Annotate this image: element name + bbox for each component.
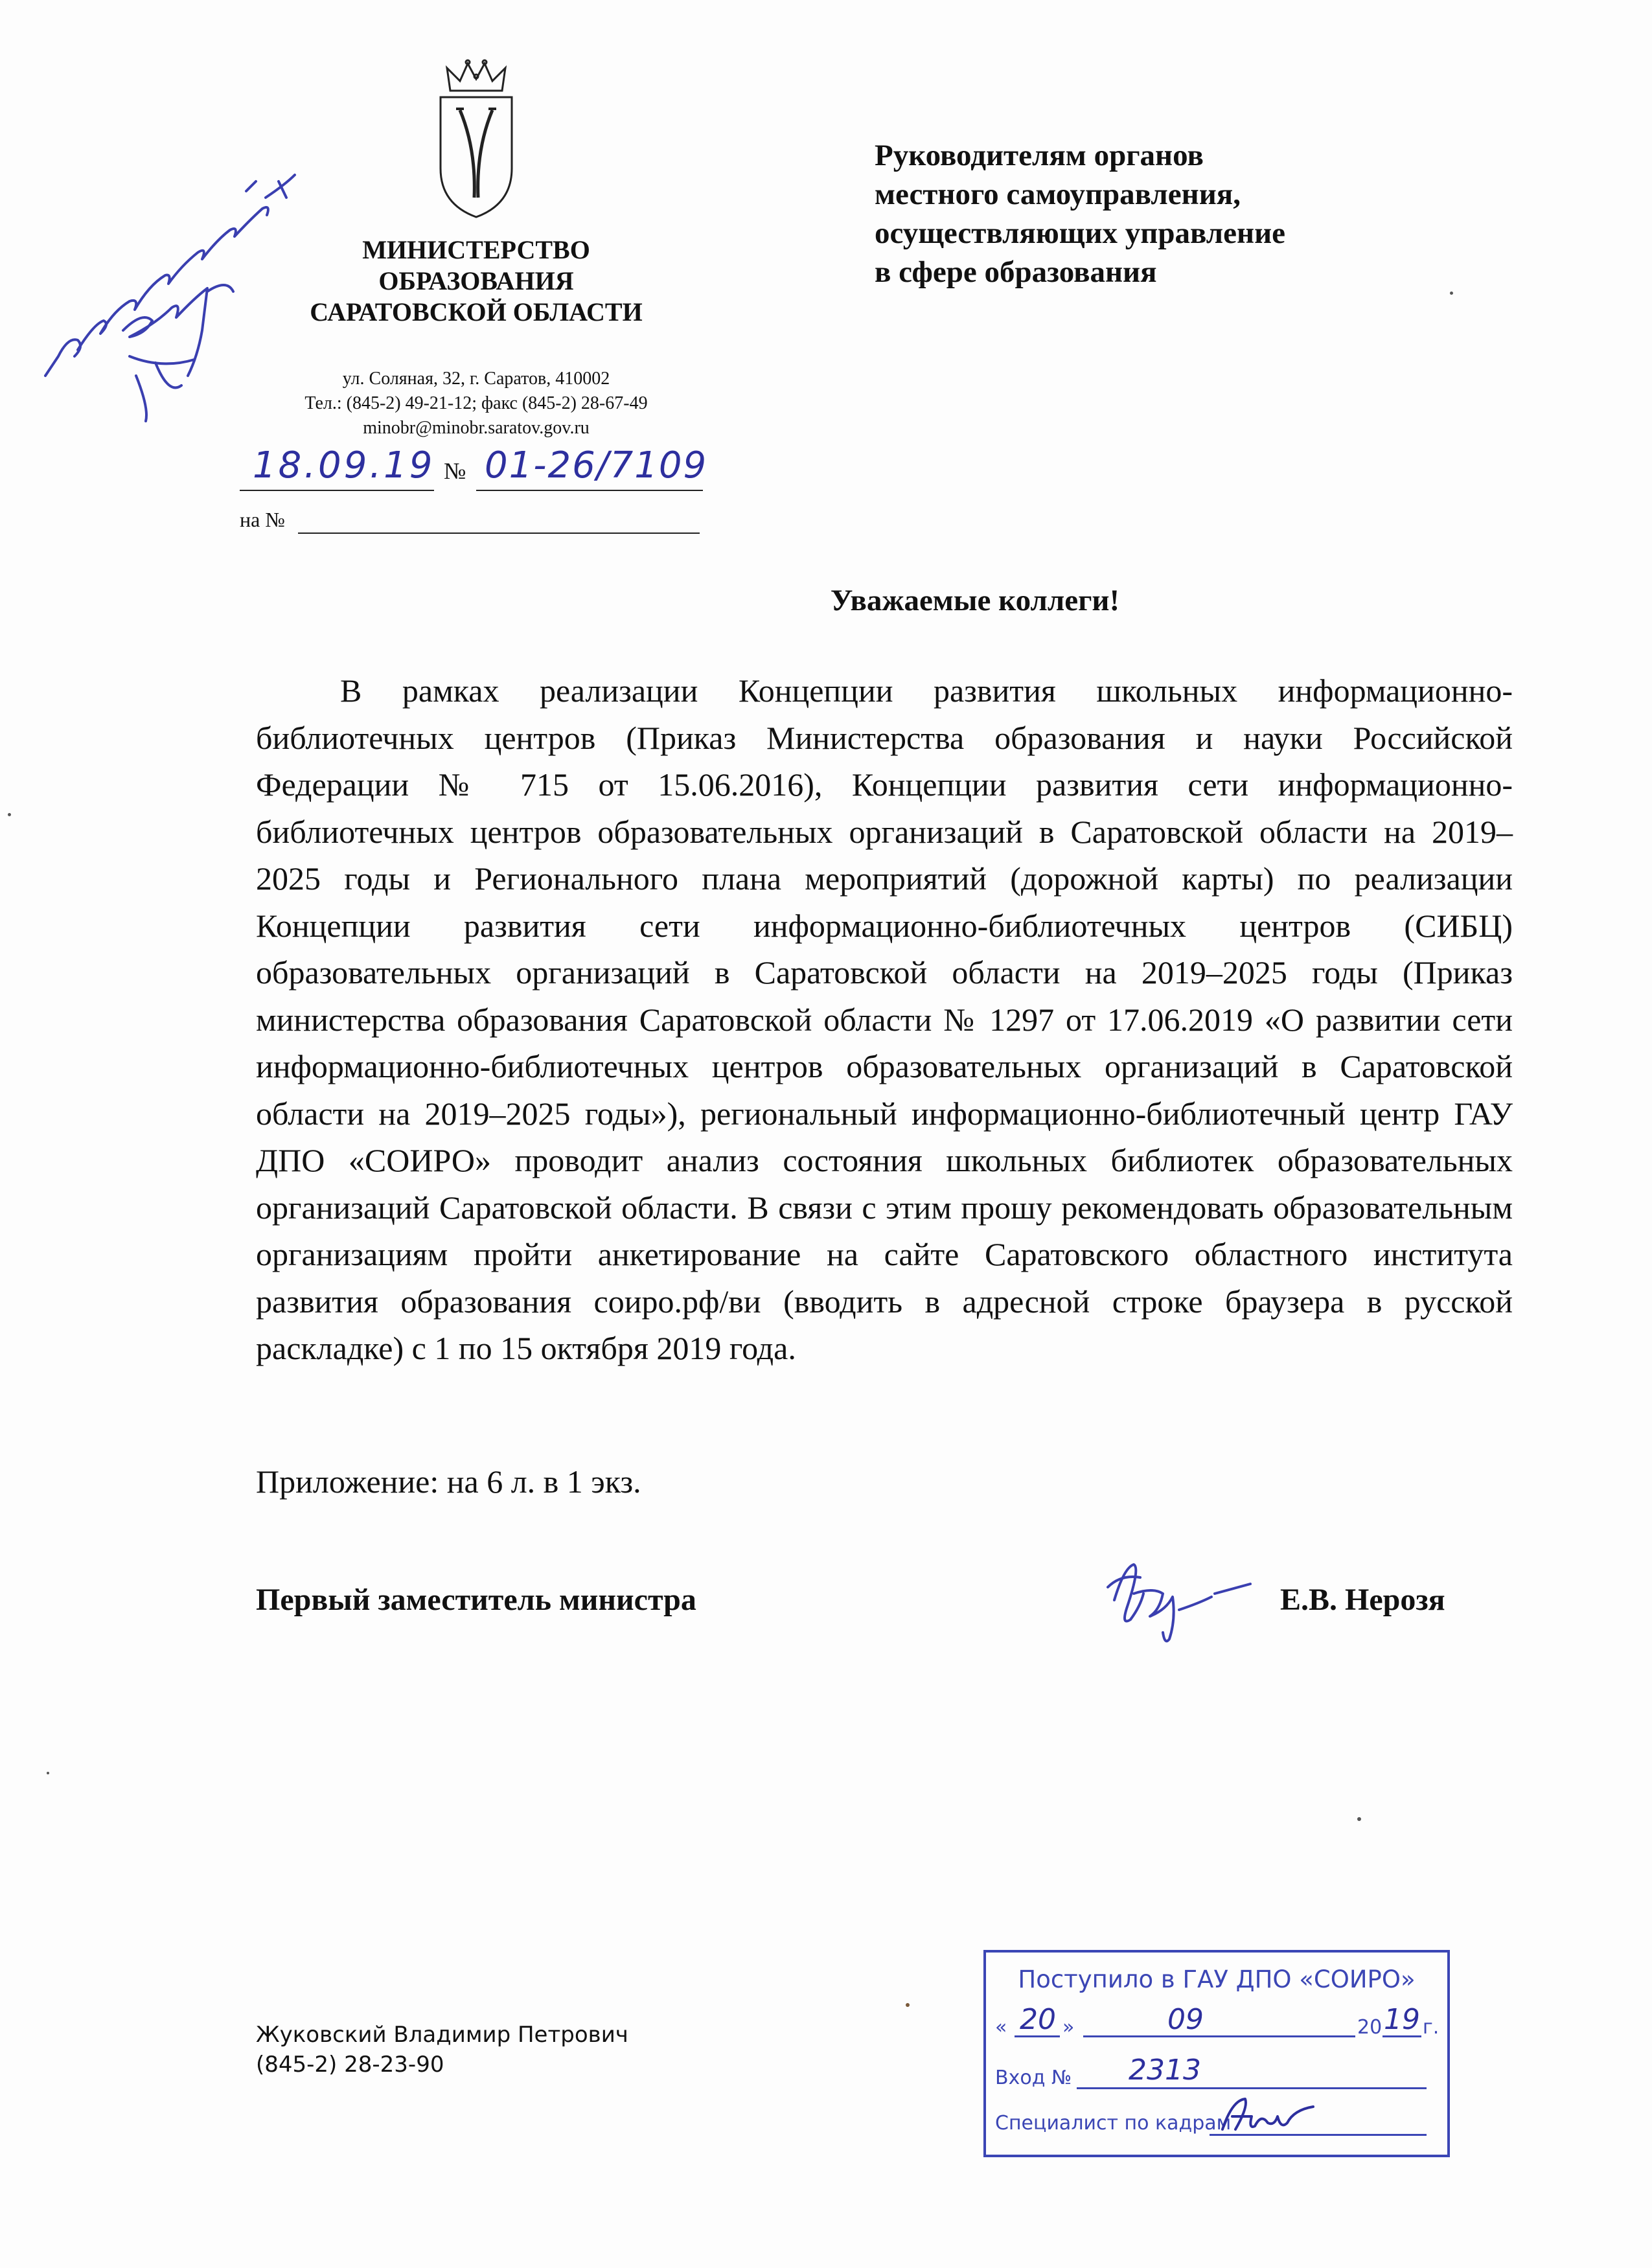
reference-label: на №: [240, 508, 285, 531]
scan-speck: [1450, 292, 1453, 295]
ministry-line-3: САРАТОВСКОЙ ОБЛАСТИ: [310, 297, 643, 326]
stamp-specialist-label: Специалист по кадрам: [995, 2112, 1232, 2135]
outgoing-number: 01-26/7109: [485, 444, 708, 487]
ministry-phones: Тел.: (845-2) 49-21-12; факс (845-2) 28-67-49: [304, 393, 648, 413]
ministry-line-1: МИНИСТЕРСТВО: [362, 235, 590, 264]
stamp-quote-close: »: [1062, 2016, 1075, 2039]
stamp-year: 19: [1384, 2003, 1420, 2036]
ministry-address: ул. Соляная, 32, г. Саратов, 410002: [342, 369, 610, 389]
ministry-contacts: [266, 367, 687, 441]
stamp-day: 20: [1020, 2003, 1056, 2036]
scan-speck: [8, 813, 11, 816]
stamp-title: Поступило в ГАУ ДПО «СОИРО»: [1018, 1965, 1416, 1993]
addressee-line-2: местного самоуправления,: [875, 178, 1241, 211]
scan-speck: [906, 2003, 910, 2007]
addressee-line-4: в сфере образования: [875, 255, 1157, 289]
signature: [1095, 1548, 1263, 1652]
handwritten-resolution: [32, 162, 317, 434]
executor-block: [256, 2020, 628, 2079]
greeting: Уважаемые коллеги!: [830, 584, 1120, 617]
coat-of-arms-icon: [428, 58, 525, 220]
addressee-block: [875, 136, 1458, 292]
ministry-email: minobr@minobr.saratov.gov.ru: [363, 418, 590, 438]
stamp-year-suffix: г.: [1423, 2016, 1440, 2039]
addressee-line-3: осуществляющих управление: [875, 216, 1286, 250]
stamp-year-prefix: 20: [1357, 2016, 1382, 2039]
outgoing-number-label: №: [444, 458, 466, 484]
scan-speck: [47, 1772, 49, 1774]
ministry-line-2: ОБРАЗОВАНИЯ: [378, 266, 574, 295]
attachment-note: Приложение: на 6 л. в 1 экз.: [256, 1463, 641, 1500]
stamp-incoming-number: 2313: [1129, 2054, 1201, 2087]
reference-line: [298, 504, 700, 534]
stamp-quote-open: «: [995, 2016, 1007, 2039]
incoming-stamp: [983, 1950, 1450, 2157]
stamp-incoming-label: Вход №: [995, 2067, 1072, 2089]
executor-name: Жуковский Владимир Петрович: [256, 2022, 628, 2048]
scan-speck: [1357, 1817, 1361, 1821]
signer-title: Первый заместитель министра: [256, 1583, 696, 1617]
stamp-month-line: [1083, 2010, 1355, 2037]
stamp-month: 09: [1167, 2003, 1204, 2036]
stamp-specialist-signature: [1216, 2094, 1320, 2139]
outgoing-date: 18.09.19: [253, 444, 435, 487]
executor-phone: (845-2) 28-23-90: [256, 2052, 444, 2078]
addressee-line-1: Руководителям органов: [875, 139, 1204, 172]
signer-name: Е.В. Нерозя: [1280, 1583, 1445, 1617]
letter-body: В рамках реализации Концепции развития школьных информационно-библиотечных центров (Приказ Министерства образования и науки Российской Федерации № 715 от 15.06.2016), Концепции развития сети информационно-библиотечных центров образовательных организаций в Саратовской области на 2019–2025 годы и Регионального плана мероприятий (дорожной карты) по реализации Концепции развития сети информационно-библиотечных центров (СИБЦ) образовательных организаций в Саратовской области на 2019–2025 годы (Приказ министерства образования Саратовской области № 1297 от 17.06.2019 «О развитии сети информационно-библиотечных центров образовательных организаций в Саратовской области на 2019–2025 годы»), региональный информационно-библиотечный центр ГАУ ДПО «СОИРО» проводит анализ состояния школьных библиотек образовательных организаций Саратовской области. В связи с этим прошу рекомендовать образовательным организациям пройти анкетирование на сайте Саратовского областного института развития образования соиро.рф/ви (вводить в адресной строке браузера в русской раскладке) с 1 по 15 октября 2019 года.: [256, 672, 1513, 1366]
ministry-name: [266, 235, 687, 328]
